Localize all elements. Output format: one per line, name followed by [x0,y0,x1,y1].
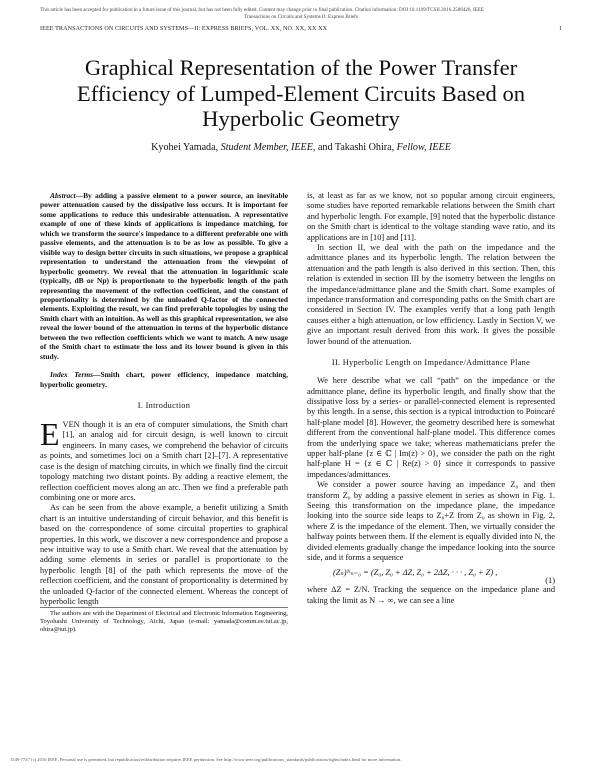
author-line [40,142,562,153]
drop-cap: E [40,416,60,453]
abstract-text: —By adding a passive element to a power source, an inevitable power attenuation caused by the dissipative loss occurs. It is important for some applications to reduce this undesirable attenuation. A representative example of one of these kinds of applications is impedance matching, for which we transform the source's impedance to a different preferable one with passive elements, and the attenuation is to be as low as possible. To give a visible way to design better circuits in such situations, we propose a graphical representation to understand the attenuation from the viewpoint of hyperbolic geometry. We reveal that the attenuation in logarithmic scale (typically, dB or Np) is proportionate to the hyperbolic length of the path representing the movement of the reflection coefficient, and the constant of proportionality is determined by the unloaded Q-factor of the connected elements. Exploiting the result, we can find preferable topologies by using the Smith chart with an intuition. As well as this graphical representation, we also reveal the lower bound of the attenuation in terms of the hyperbolic distance between the two reflection coefficients which we want to match. A new usage of the Smith chart to estimate the loss and its lower bound is given in this study. [40,191,288,361]
body-paragraph-1: is, at least as far as we know, not so popular among circuit engineers, some studies have reported remarkable relations between the Smith chart and hyperbolic length. For example, [9] noted that the hyperbolic distance on the Smith chart is identical to the voltage standing wave ratio, and its applications are in [10] and [11]. [307,191,555,242]
author-footnote: The authors are with the Department of Electrical and Electronic Information Engineering, Toyohashi University of Technology, Aichi, Japan (e-mail: yamada@comm.ee.tut.ac.jp, ohira@tut.jp). [40,607,288,634]
equation-1 [307,563,555,585]
index-terms-label: Index Terms [50,370,94,380]
page-number: 1 [558,26,562,32]
abstract-label: Abstract [50,191,76,200]
notice-line-1: This article has been accepted for publication in a future issue of this journal, but has not been fully edited. Content may change prior to final publication. Citation information: DOI 10.1109/TCSII.2016.2586426, IEEE [40,7,484,13]
abstract [40,191,288,361]
title-line-3: Hyperbolic Geometry [202,106,400,132]
equation-1-body: (Zₙ)ᴺₙ₌₀ = (Z₀, Z₀ + ΔZ, Z₀ + 2ΔZ, · · · , Z₀ + Z) , [333,568,498,578]
author-1-name: Kyohei Yamada, [151,142,219,153]
intro-paragraph-2: As can be seen from the above example, a benefit utilizing a Smith chart is an intuitive understanding of circuit behavior, and this benefit is based on the correspondence of some circuital properties to graphical properties. In this work, we discover a new correspondence and propose a new intuitive way to use a Smith chart. We reveal that the attenuation by adding some elements in series or parallel is proportionate to the hyperbolic length [8] of the path which represents the move of the reflection coefficient, and the constant of proportionality is determined by the unloaded Q-factor of the connected element. Whereas the concept of hyperbolic length [40,503,288,606]
author-2-name: and Takashi Ohira, [317,142,395,153]
title-line-1: Graphical Representation of the Power Transfer [84,55,518,80]
publication-notice [40,7,562,22]
body-paragraph-5: where ΔZ = Z/N. Tracking the sequence on the impedance plane and taking the limit as N → ∞, we can see a line [307,585,555,605]
section-1-heading: I. Introduction [137,401,191,411]
body-paragraph-4: We consider a power source having an impedance Z₀ and then transform Z₀ by adding a passive element in series as shown in Fig. 1. Seeing this transformation on the impedance plane, the impedance looking into the source side leaps to Z₀+Z from Z₀ as shown in Fig. 2, where Z is the impedance of the element. Then, we virtually consider the halfway points between them. If the element is equally divided into N, the divided elements gradually change the impedance looking into the source side, and it forms a sequence [307,480,555,562]
left-column [40,191,288,634]
section-2-heading: II. Hyperbolic Length on Impedance/Admittance Plane [331,358,531,368]
running-header-text: IEEE TRANSACTIONS ON CIRCUITS AND SYSTEMS—II: EXPRESS BRIEFS, VOL. XX, NO. XX, XX XX [40,26,328,32]
body-paragraph-3: We here describe what we call “path” on the impedance or the admittance plane, define its hyperbolic length, and finally show that the dissipative loss by a series- or parallel-connected element is represented by this length. In a sense, this section is a typical introduction to Poincaré half-plane model [8]. However, the geometry described here is somewhat different from the conventional half-plane model. This difference comes from the underlying space we take; whereas mathematicians prefer the upper half-plane {z ∈ ℂ | Im(z) > 0}, we consider the path on the right half-plane H = {z ∈ ℂ | Re(z) > 0} since it corresponds to passive impedances/admittances. [307,376,555,479]
running-header [40,26,562,32]
body-paragraph-2: In section II, we deal with the path on the impedance and the admittance planes and its hyperbolic length. The relation between the attenuation and the path length is also derived in this section. Then, this relation is extended in section III by the isometry between the lengths on the impedance/admittance plane and the Smith chart. Some examples of impedance transformation and corresponding paths on the Smith chart are considered in Section IV. The examples verify that a long path length causes either a high attenuation, or low efficiency. Lastly in Section V, we give an important result derived from this work. It gives the possible lower bound of the attenuation. [307,243,555,346]
right-column [307,191,555,606]
paper-title [40,55,562,132]
intro-paragraph-1 [40,416,288,503]
author-2-role: Fellow, IEEE [396,142,451,153]
copyright-note: 1549-7747 (c) 2016 IEEE. Personal use is permitted, but republication/redistribution requires IEEE permission. See http://www.ieee.org/publications_standards/publications/rights/index.html for more information. [10,757,402,762]
notice-line-2: Transactions on Circuits and Systems II: Express Briefs [244,14,358,21]
index-terms [40,370,288,389]
index-terms-text: —Smith chart, power efficiency, impedance matching, hyperbolic geometry. [40,370,288,389]
author-1-role: Student Member, IEEE, [220,142,316,153]
title-line-2: Efficiency of Lumped-Element Circuits Based on [76,80,526,106]
equation-1-number: (1) [545,576,555,586]
intro-paragraph-1-text: VEN though it is an era of computer simulations, the Smith chart [1], an analog aid for circuit design, is well known to circuit engineers. In many cases, we comprehend the behavior of circuits as points, and sometimes loci on a Smith chart [2]–[7]. A representative case is the design of matching circuits, in which we finally find the circuit topology matching two distant points. By adding a reactive element, the reflection coefficient moves along an arc. Then we find a preferable path combining one or more arcs. [40,420,288,502]
